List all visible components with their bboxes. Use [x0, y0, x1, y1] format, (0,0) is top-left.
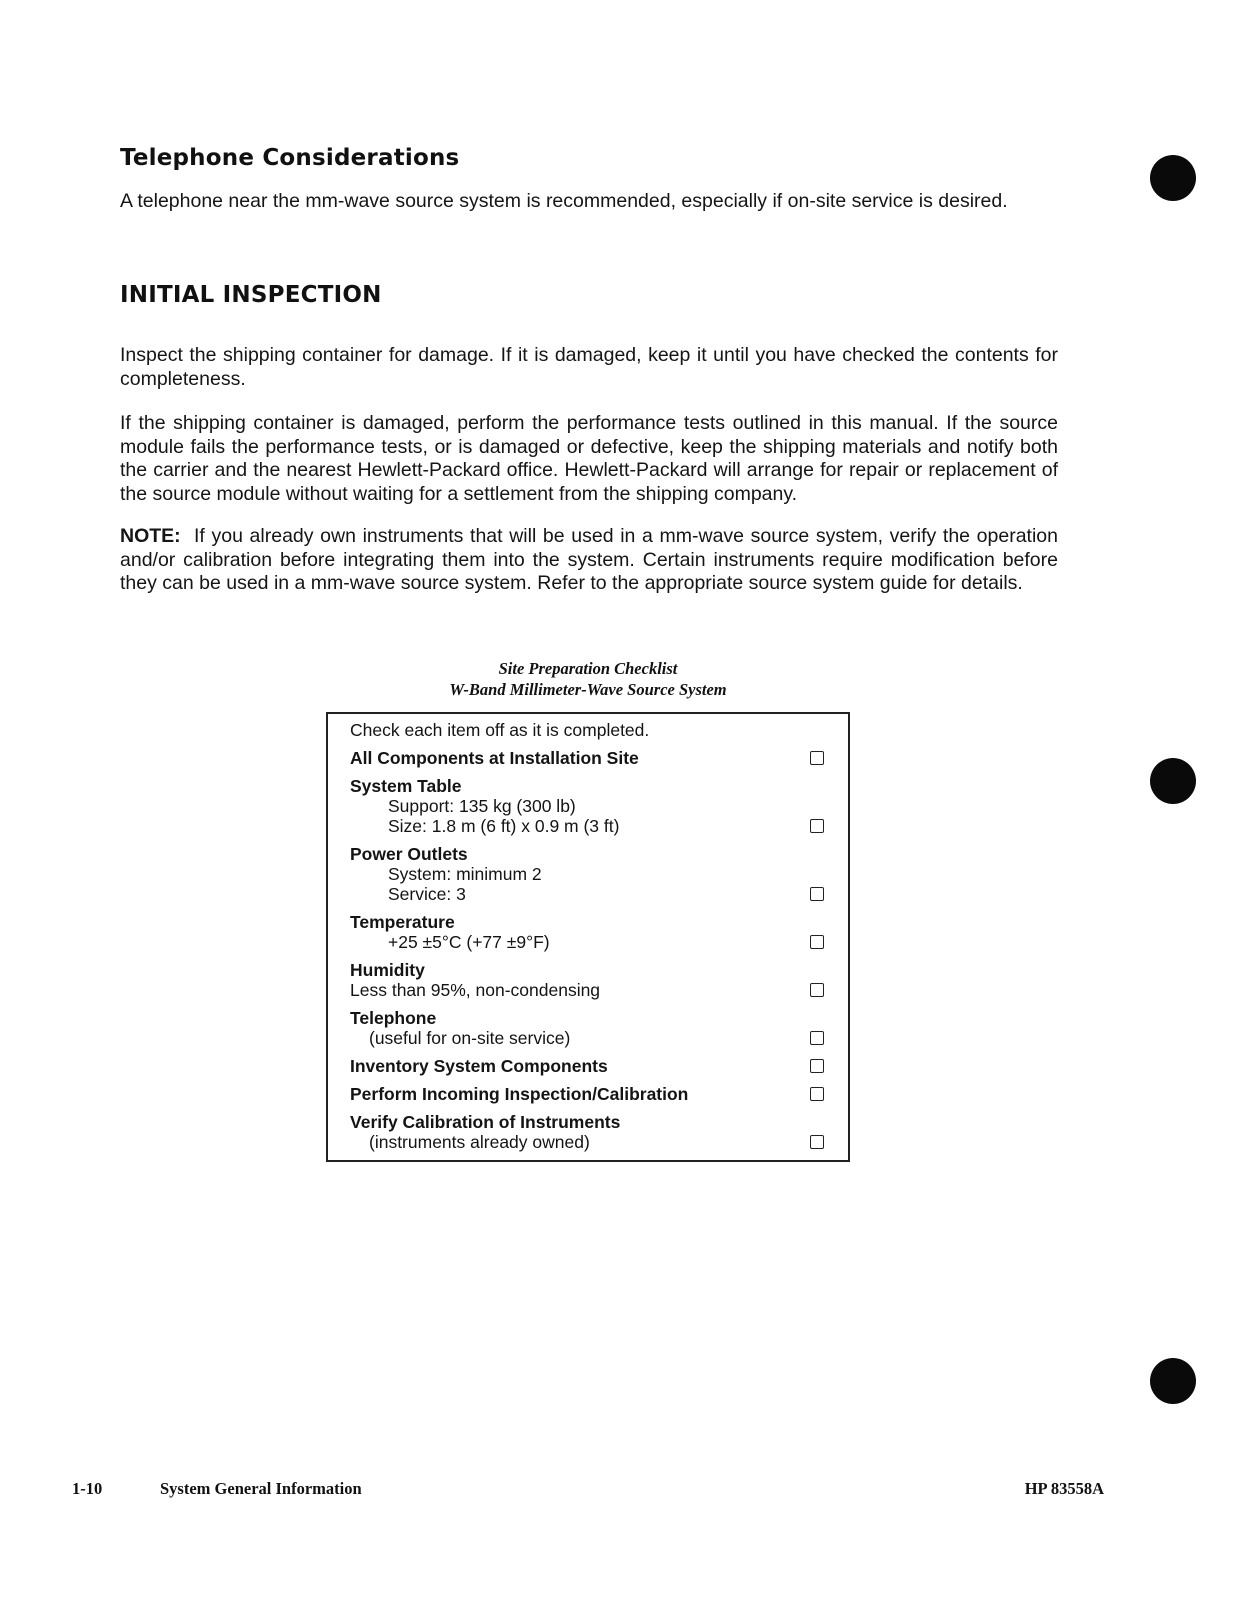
checklist-item-verify-calibration: [350, 1112, 824, 1152]
note-text: If you already own instruments that will be used in a mm-wave source system, verify the operation and/or calibration before integrating them into the system. Certain instruments require modification before they can be used in a mm-wave source system. Refer to the appropriate source system guide for details.: [120, 525, 1058, 594]
checkbox-components[interactable]: [810, 751, 824, 765]
checkbox-telephone[interactable]: [810, 1031, 824, 1045]
item-detail: (useful for on-site service): [369, 1028, 571, 1048]
checklist-item-components: [350, 748, 824, 768]
checkbox-verify-calibration[interactable]: [810, 1135, 824, 1149]
binder-hole-bottom: [1150, 1358, 1196, 1404]
item-detail: Support: 135 kg (300 lb): [388, 796, 576, 816]
item-heading: All Components at Installation Site: [350, 748, 639, 768]
item-heading: Verify Calibration of Instruments: [350, 1112, 621, 1132]
checklist-intro: Check each item off as it is completed.: [350, 720, 650, 740]
item-heading: Humidity: [350, 960, 425, 980]
checkbox-humidity[interactable]: [810, 983, 824, 997]
item-heading: Telephone: [350, 1008, 437, 1028]
item-detail: System: minimum 2: [388, 864, 542, 884]
item-detail: +25 ±5°C (+77 ±9°F): [388, 932, 550, 952]
checklist-item-system-table: [350, 776, 824, 836]
inspection-heading: INITIAL INSPECTION: [120, 282, 382, 308]
site-preparation-checklist: [326, 712, 850, 1162]
checklist-item-inventory: [350, 1056, 824, 1076]
checkbox-inventory[interactable]: [810, 1059, 824, 1073]
item-detail: Service: 3: [388, 884, 466, 904]
inspection-paragraph-2: If the shipping container is damaged, perform the performance tests outlined in this manual. If the source module fails the performance tests, or is damaged or defective, keep the shipping materials and notify both the carrier and the nearest Hewlett-Packard office. Hewlett-Packard will arrange for repair or replacement of the source module without waiting for a settlement from the shipping company.: [120, 412, 1058, 505]
checkbox-system-table[interactable]: [810, 819, 824, 833]
checklist-title-block: [327, 658, 849, 700]
binder-hole-middle: [1150, 758, 1196, 804]
footer-section-title: System General Information: [160, 1479, 362, 1498]
checkbox-power-outlets[interactable]: [810, 887, 824, 901]
checklist-item-temperature: [350, 912, 824, 952]
item-heading: Inventory System Components: [350, 1056, 608, 1076]
checkbox-incoming-inspection[interactable]: [810, 1087, 824, 1101]
item-heading: System Table: [350, 776, 462, 796]
binder-hole-top: [1150, 155, 1196, 201]
inspection-paragraph-1: Inspect the shipping container for damage. If it is damaged, keep it until you have checked the contents for completeness.: [120, 344, 1058, 390]
telephone-body: A telephone near the mm-wave source system is recommended, especially if on-site service is desired.: [120, 190, 1008, 212]
telephone-heading: Telephone Considerations: [120, 145, 460, 171]
footer-model: HP 83558A: [1024, 1479, 1104, 1498]
checklist-title: Site Preparation Checklist: [498, 659, 678, 678]
item-detail: Size: 1.8 m (6 ft) x 0.9 m (3 ft): [388, 816, 620, 836]
checklist-item-telephone: [350, 1008, 824, 1048]
item-heading: Temperature: [350, 912, 455, 932]
inspection-note: [120, 525, 1058, 596]
page-number: 1-10: [72, 1479, 103, 1498]
checklist-subtitle: W-Band Millimeter-Wave Source System: [449, 680, 727, 699]
item-detail: (instruments already owned): [369, 1132, 590, 1152]
item-heading: Power Outlets: [350, 844, 468, 864]
checklist-item-incoming-inspection: [350, 1084, 824, 1104]
item-detail: Less than 95%, non-condensing: [350, 980, 601, 1000]
item-heading: Perform Incoming Inspection/Calibration: [350, 1084, 689, 1104]
note-label: NOTE:: [120, 525, 181, 547]
checklist-item-power-outlets: [350, 844, 824, 904]
checklist-item-humidity: [350, 960, 824, 1000]
checkbox-temperature[interactable]: [810, 935, 824, 949]
